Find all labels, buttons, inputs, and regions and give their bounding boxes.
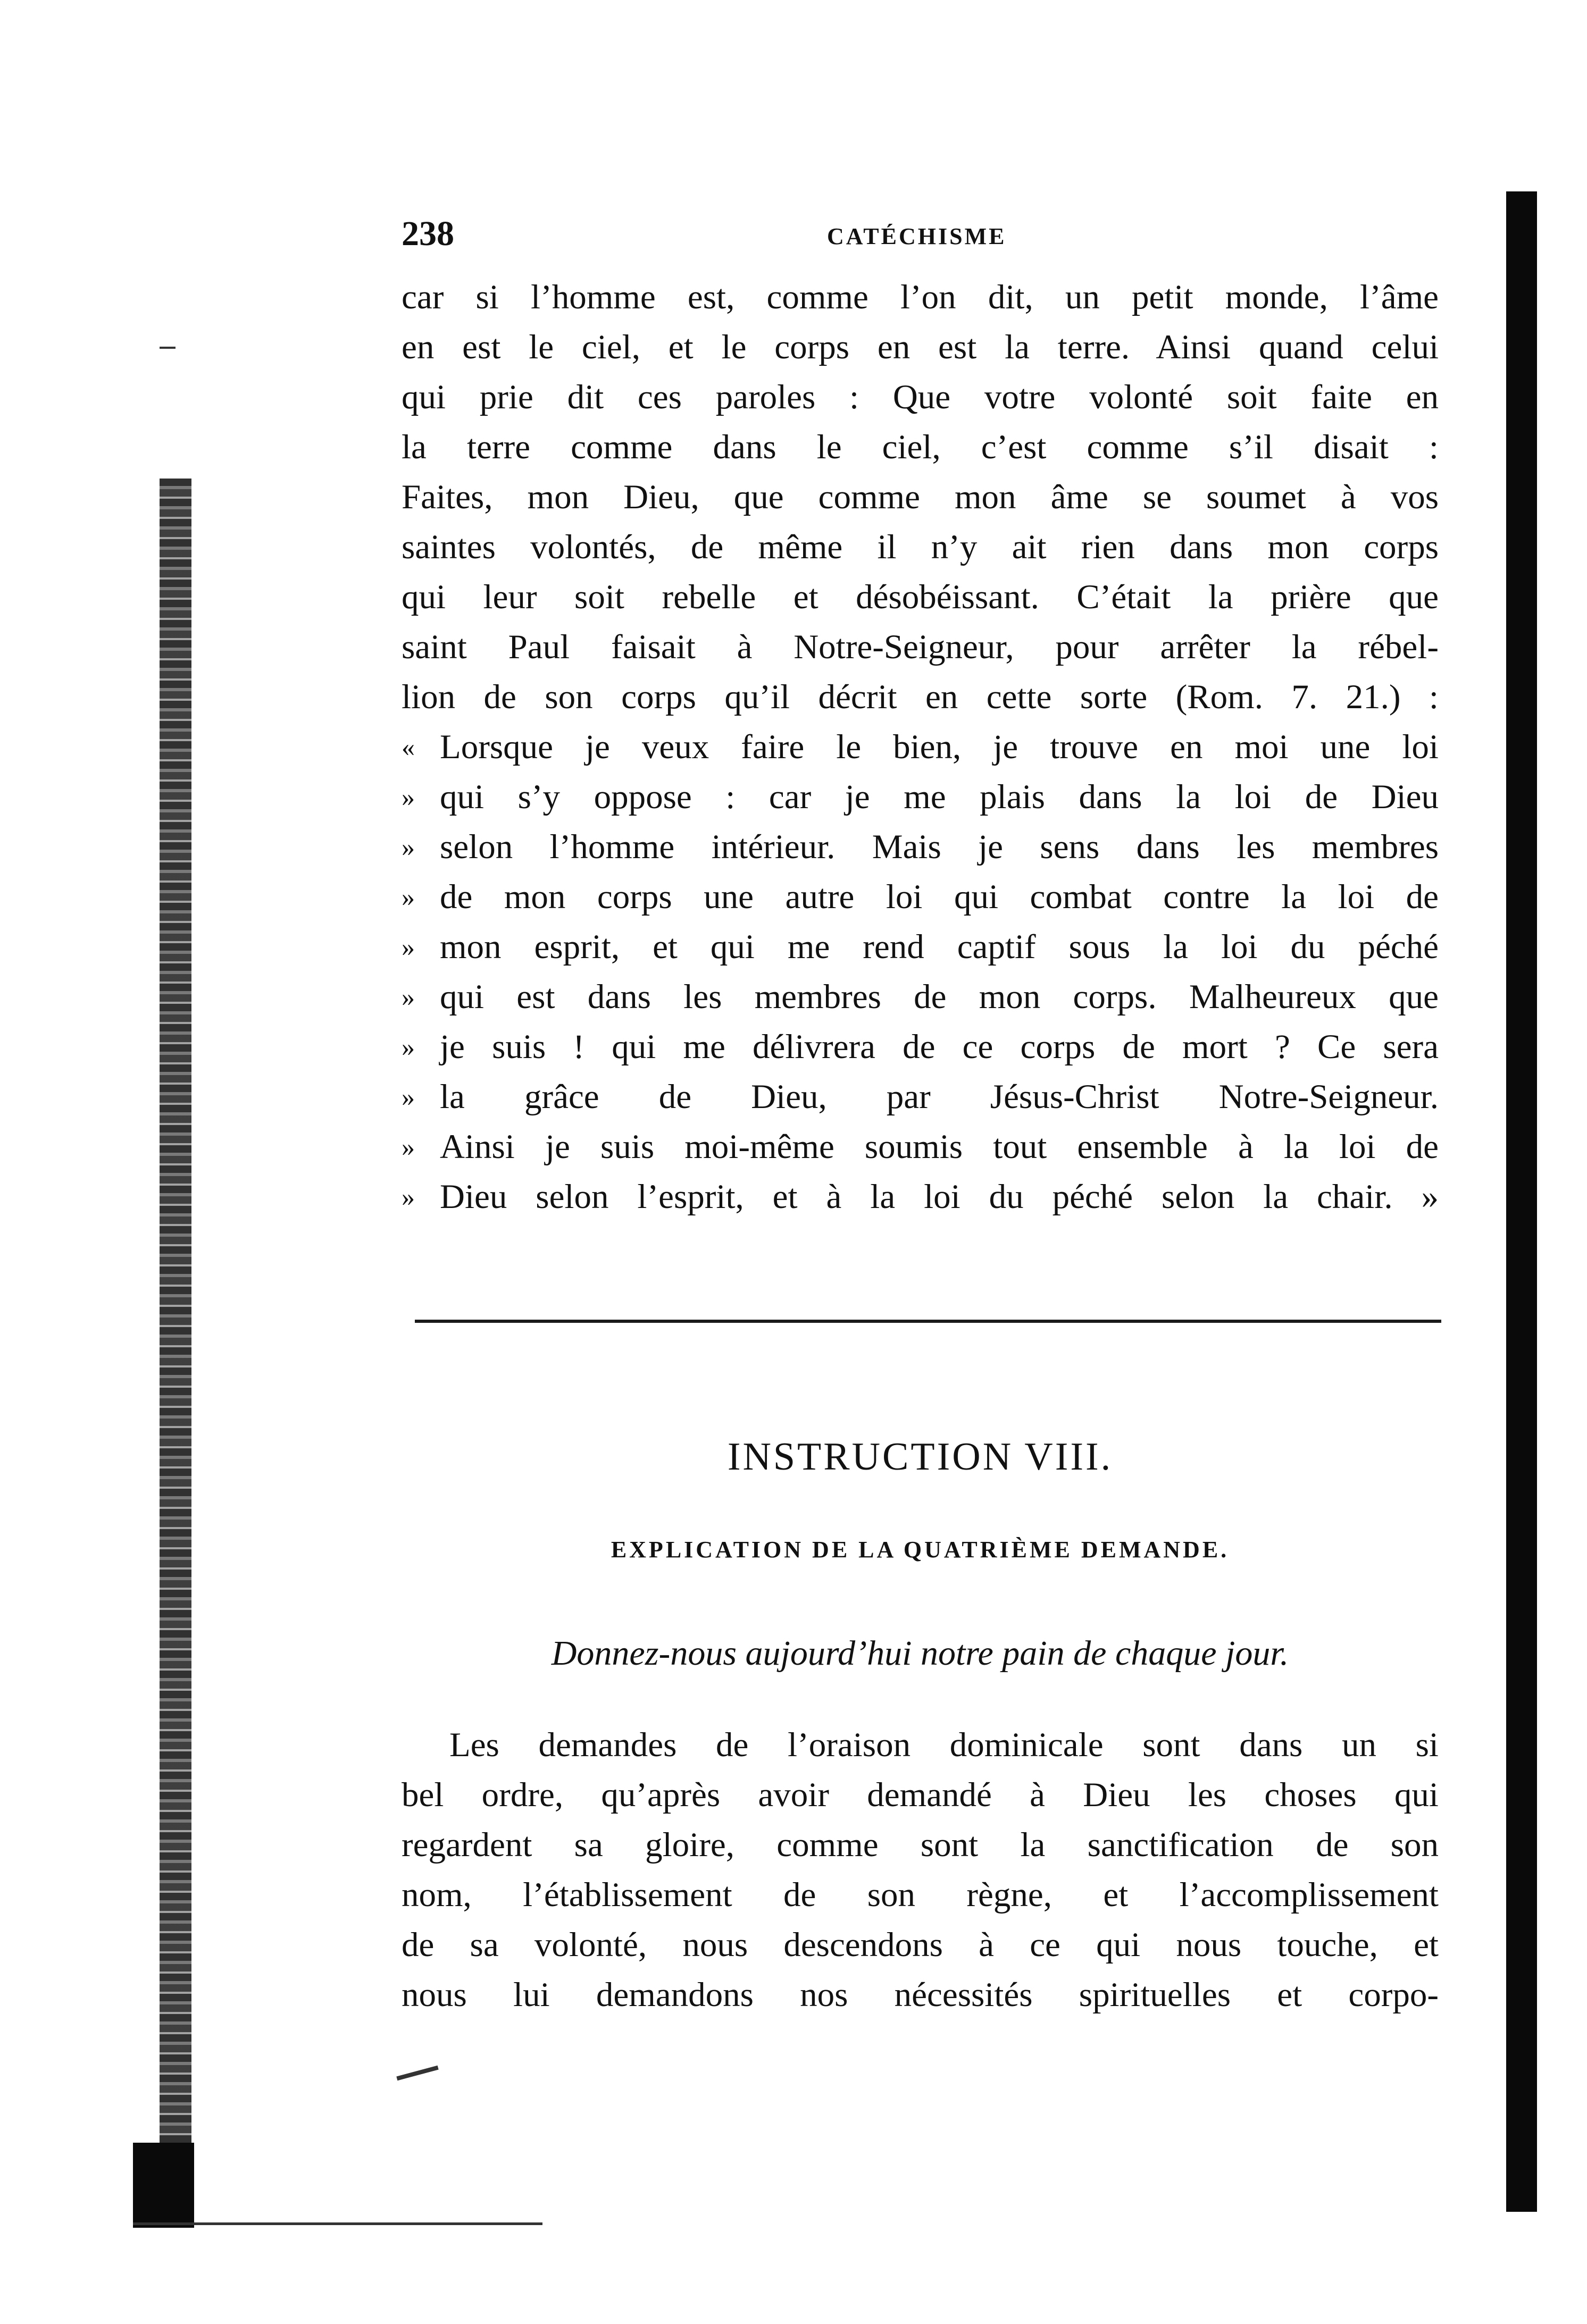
quote-mark: » (402, 782, 415, 812)
quote-mark: » (402, 882, 415, 912)
page-number: 238 (402, 214, 454, 253)
paragraph-body (402, 1720, 1439, 2020)
quote-mark: « (402, 732, 415, 762)
scan-edge-shadow-left (160, 479, 191, 2228)
quote-mark: » (402, 1182, 415, 1212)
text-line: Les demandes de l’oraison dominicale sont dans un si (449, 1726, 1439, 1764)
quote-text: qui s’y oppose : car je me plais dans la loi de Dieu (440, 778, 1439, 816)
text-line: la terre comme dans le ciel, c’est comme s’il disait : (402, 428, 1439, 466)
text-line: saintes volontés, de même il n’y ait rien dans mon corps (402, 528, 1439, 566)
text-line: qui leur soit rebelle et désobéissant. C’était la prière que (402, 578, 1439, 616)
quote-line (402, 722, 1439, 772)
text-line: Faites, mon Dieu, que comme mon âme se soumet à vos (402, 478, 1439, 516)
scan-edge-block-bottom-left (133, 2143, 194, 2228)
quote-text: je suis ! qui me délivrera de ce corps de mort ? Ce sera (440, 1028, 1439, 1066)
text-line: car si l’homme est, comme l’on dit, un petit monde, l’âme (402, 278, 1439, 316)
quote-mark: » (402, 832, 415, 862)
section-divider (415, 1320, 1441, 1323)
text-line: saint Paul faisait à Notre-Seigneur, pour arrêter la rébel- (402, 628, 1439, 666)
quote-line (402, 772, 1439, 822)
quote-text: Dieu selon l’esprit, et à la loi du péché selon la chair. » (440, 1178, 1439, 1216)
quote-mark: » (402, 1082, 415, 1112)
scan-speck (160, 347, 176, 349)
instruction-subtitle: EXPLICATION DE LA QUATRIÈME DEMANDE. (611, 1537, 1230, 1563)
quote-mark: » (402, 1032, 415, 1062)
text-line: nous lui demandons nos nécessités spirituelles et corpo- (402, 1976, 1439, 2014)
page-header (402, 210, 1439, 258)
quote-line (402, 822, 1439, 872)
scan-edge-shadow-right (1506, 191, 1537, 2212)
text-line: nom, l’établissement de son règne, et l’accomplissement (402, 1876, 1439, 1914)
scan-speck (396, 2066, 438, 2080)
quote-text: Ainsi je suis moi-même soumis tout ensemble à la loi de (440, 1128, 1439, 1166)
text-line: qui prie dit ces paroles : Que votre volonté soit faite en (402, 378, 1439, 416)
quote-mark: » (402, 982, 415, 1012)
quote-line (402, 872, 1439, 922)
quote-text: mon esprit, et qui me rend captif sous la loi du péché (440, 928, 1439, 966)
instruction-title: INSTRUCTION VIII. (727, 1435, 1113, 1479)
quote-text: de mon corps une autre loi qui combat contre la loi de (440, 878, 1439, 916)
scan-bottom-line (133, 2222, 542, 2225)
paragraph-continued (402, 272, 1439, 1222)
running-head: CATÉCHISME (827, 223, 1007, 249)
quote-text: Lorsque je veux faire le bien, je trouve en moi une loi (440, 728, 1439, 766)
text-line: bel ordre, qu’après avoir demandé à Dieu les choses qui (402, 1776, 1439, 1814)
quote-line (402, 1172, 1439, 1222)
quote-mark: » (402, 1132, 415, 1162)
quote-line (402, 1072, 1439, 1122)
quote-line (402, 1122, 1439, 1172)
scripture-quotation (402, 722, 1439, 1222)
quote-text: selon l’homme intérieur. Mais je sens dans les membres (440, 828, 1439, 866)
text-line: en est le ciel, et le corps en est la terre. Ainsi quand celui (402, 328, 1439, 366)
quote-line (402, 1022, 1439, 1072)
text-line: de sa volonté, nous descendons à ce qui nous touche, et (402, 1926, 1439, 1964)
quote-line (402, 972, 1439, 1022)
text-line: regardent sa gloire, comme sont la sanctification de son (402, 1826, 1439, 1864)
text-line: lion de son corps qu’il décrit en cette sorte (Rom. 7. 21.) : (402, 678, 1439, 716)
quote-text: la grâce de Dieu, par Jésus-Christ Notre-Seigneur. (440, 1078, 1439, 1116)
quote-line (402, 922, 1439, 972)
quote-mark: » (402, 932, 415, 962)
quote-text: qui est dans les membres de mon corps. Malheureux que (440, 978, 1439, 1016)
epigraph: Donnez-nous aujourd’hui notre pain de chaque jour. (551, 1634, 1289, 1673)
